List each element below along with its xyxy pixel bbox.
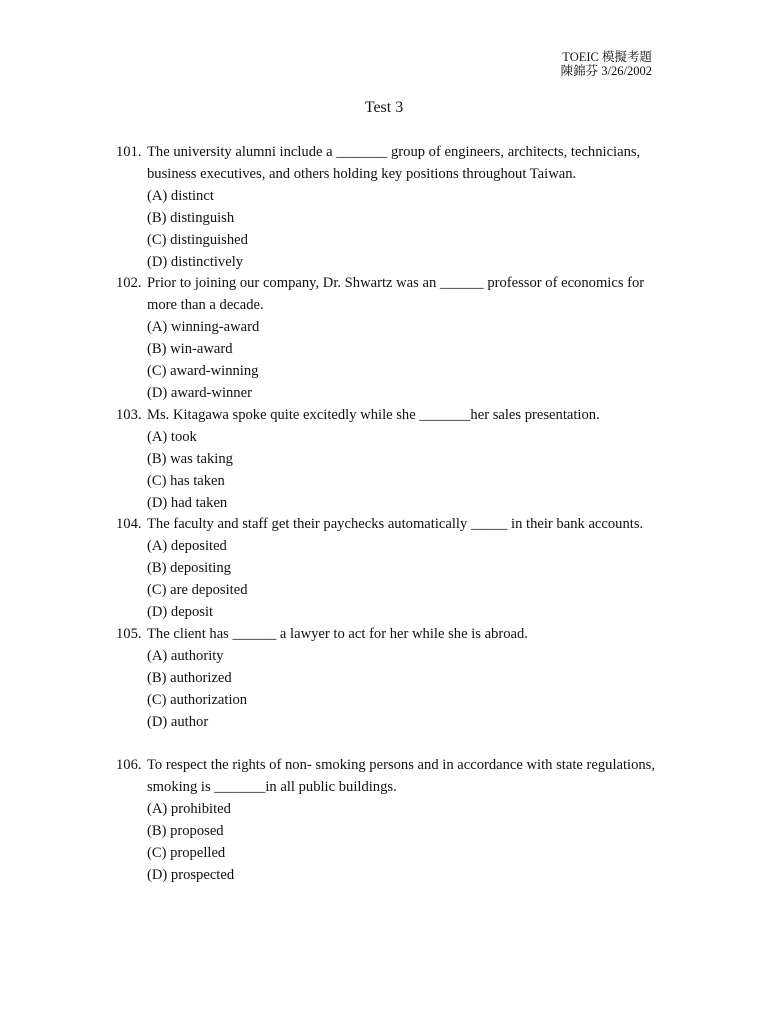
option-d: (D) award-winner <box>147 384 252 401</box>
question-stem: Ms. Kitagawa spoke quite excitedly while she _______her sales presentation. <box>147 406 600 423</box>
option-a: (A) prohibited <box>147 801 231 818</box>
option-d: (D) distinctively <box>147 253 244 270</box>
question-list <box>116 142 656 887</box>
option-d: (D) author <box>147 713 209 730</box>
option-d: (D) had taken <box>147 494 228 511</box>
option-d: (D) prospected <box>147 866 235 883</box>
option-b: (B) authorized <box>147 669 232 686</box>
option-a: (A) deposited <box>147 538 227 555</box>
question-101 <box>116 142 656 273</box>
question-number: 104. <box>116 516 142 533</box>
question-number: 106. <box>116 757 142 774</box>
document-header <box>561 50 652 78</box>
option-a: (A) distinct <box>147 187 214 204</box>
option-b: (B) proposed <box>147 823 224 840</box>
question-106 <box>116 755 656 886</box>
question-stem: The faculty and staff get their paychecks automatically _____ in their bank accounts. <box>147 516 644 533</box>
question-103 <box>116 405 656 515</box>
option-a: (A) took <box>147 428 197 445</box>
question-number: 103. <box>116 406 142 423</box>
question-stem: Prior to joining our company, Dr. Shwartz was an ______ professor of economics for more than a decade. <box>147 275 645 314</box>
option-c: (C) award-winning <box>147 363 259 380</box>
option-b: (B) win-award <box>147 341 233 358</box>
question-stem: The client has ______ a lawyer to act for her while she is abroad. <box>147 625 528 642</box>
question-number: 102. <box>116 275 142 292</box>
question-number: 101. <box>116 144 142 160</box>
question-105 <box>116 624 656 734</box>
option-a: (A) authority <box>147 647 224 664</box>
question-102 <box>116 273 656 404</box>
option-c: (C) are deposited <box>147 582 248 599</box>
header-author-date: 陳錦芬 3/26/2002 <box>560 64 652 78</box>
question-104 <box>116 514 656 624</box>
option-c: (C) authorization <box>147 691 248 708</box>
page-title: Test 3 <box>364 99 404 116</box>
option-d: (D) deposit <box>147 604 214 621</box>
header-course-label: TOEIC 模擬考題 <box>562 50 652 64</box>
question-stem: To respect the rights of non- smoking persons and in accordance with state regulations, smoking is _______in all public buildings. <box>147 757 656 796</box>
option-c: (C) propelled <box>147 844 226 861</box>
option-b: (B) was taking <box>147 450 233 467</box>
question-number: 105. <box>116 625 142 642</box>
question-stem: The university alumni include a _______ group of engineers, architects, technicians, business executives, and others holding key positions throughout Taiwan. <box>147 144 641 182</box>
option-b: (B) distinguish <box>147 209 235 226</box>
option-c: (C) has taken <box>147 472 225 489</box>
option-b: (B) depositing <box>147 560 231 577</box>
option-c: (C) distinguished <box>147 231 248 248</box>
option-a: (A) winning-award <box>147 319 260 336</box>
